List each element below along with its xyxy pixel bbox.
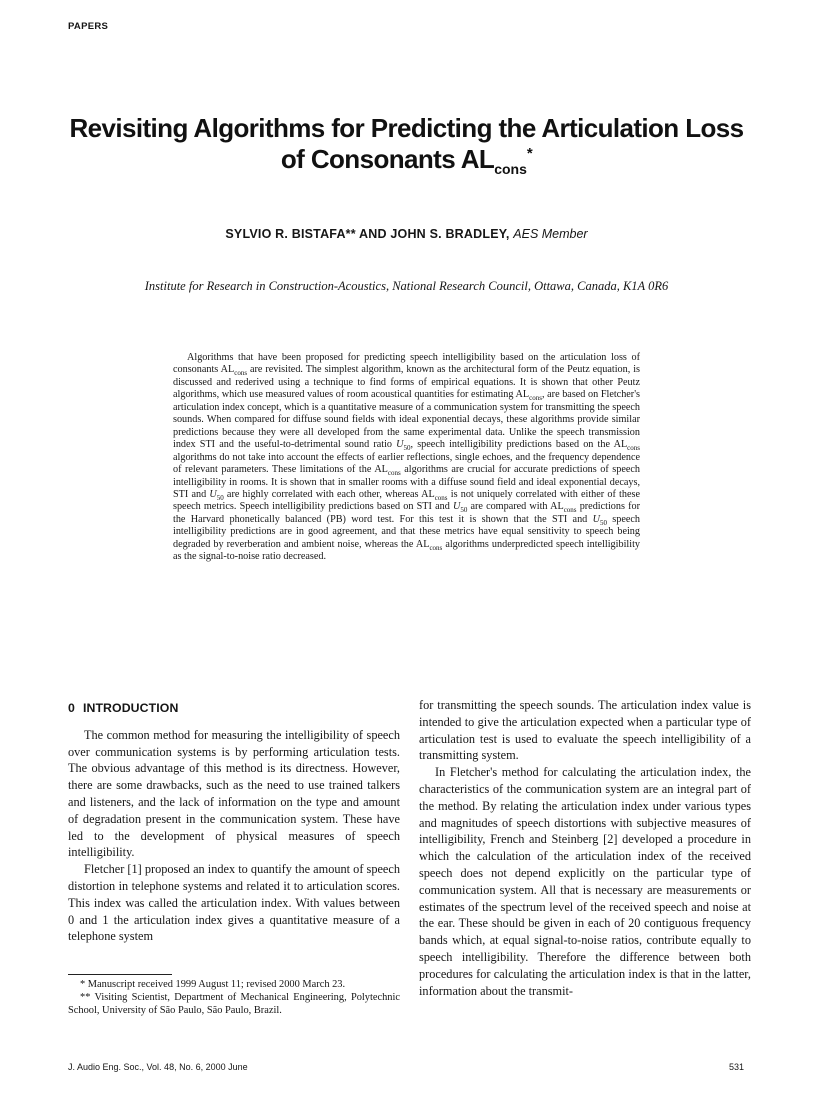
- abstract-text: are highly correlated with each other, whereas AL: [223, 488, 435, 500]
- abstract-text: is not uniquely correlated with either of these speech metrics. Speech intelligibility predictions based on STI and: [173, 488, 640, 513]
- abstract-subscript: cons: [563, 506, 577, 515]
- footnote-rule: [68, 974, 172, 975]
- abstract-text: algorithms do not take into account the effects of earlier reflections, single echoes, and the frequency dependence of relevant parameters. These limitations of the AL: [173, 451, 640, 476]
- author-line: [60, 227, 753, 241]
- abstract: [173, 352, 640, 564]
- abstract-subscript: cons: [387, 469, 401, 478]
- abstract-symbol: $U_{50}$: [452, 501, 468, 515]
- abstract-subscript: cons: [234, 369, 248, 378]
- body-paragraph: for transmitting the speech sounds. The articulation index value is intended to give the articulation expected when a particular type of articulation test is used to evaluate the speech intelligibility of a transmitting system.: [419, 698, 751, 763]
- title-subscript: cons: [494, 161, 527, 177]
- abstract-text: algorithms underpredicted speech intelligibility as the signal-to-noise ratio decreased.: [173, 538, 640, 563]
- footer-citation: J. Audio Eng. Soc., Vol. 48, No. 6, 2000 June: [68, 1062, 248, 1072]
- footnote: ** Visiting Scientist, Department of Mechanical Engineering, Polytechnic School, University of São Paulo, São Paulo, Brazil.: [68, 992, 400, 1016]
- section-number: 0: [68, 701, 75, 715]
- body-column-right: [419, 697, 751, 999]
- abstract-symbol: $U_{50}$: [396, 439, 411, 453]
- abstract-subscript: cons: [434, 494, 448, 503]
- abstract-symbol: $U_{50}$: [592, 513, 607, 527]
- abstract-subscript: cons: [627, 444, 641, 453]
- body-paragraph: Fletcher [1] proposed an index to quantify the amount of speech distortion in telephone systems and related it to articulation scores. This index was called the articulation index. With values between 0 and 1 the articulation index gives a quantitative measure of a telephone system: [68, 862, 400, 944]
- abstract-text: , speech intelligibility predictions based on the AL: [410, 439, 628, 451]
- abstract-text: are revisited. The simplest algorithm, known as the architectural form of the Peutz equation, is discussed and rederived using a technique to find forms of empirical equations. It is shown that other Peutz algorithms, which use measured values of room acoustical quantities for estimating AL: [173, 364, 640, 401]
- abstract-subscript: cons: [429, 543, 443, 552]
- paper-title-line-2: [40, 144, 773, 177]
- abstract-text: Algorithms that have been proposed for predicting speech intelligibility based on the articulation loss of consonants AL: [173, 352, 640, 376]
- body-paragraph: The common method for measuring the intelligibility of speech over communication systems is by performing articulation tests. The obvious advantage of this method is its directness. However, there are some drawbacks, such as the need to use trained talkers and listeners, and the lack of information on the type and amount of degradation present in the communication system. These have led to the development of physical measures of speech intelligibility.: [68, 727, 400, 860]
- abstract-text: , are based on Fletcher's articulation index concept, which is a quantitative measure of a communication system for transmitting the speech sounds. When compared for diffuse sound fields with ideal exponential decays, these algorithms provide similar predictions because they were all developed from the same experimental data. Unlike the speech transmission index STI and the useful-to-detrimental sound ratio: [173, 389, 641, 451]
- section-heading: [68, 700, 400, 717]
- section-tag: PAPERS: [68, 21, 109, 32]
- abstract-text: are compared with AL: [467, 501, 564, 513]
- title-text: of Consonants AL: [280, 144, 495, 174]
- paper-title-line-1: Revisiting Algorithms for Predicting the Articulation Loss: [69, 113, 744, 143]
- abstract-text: predictions for the Harvard phonetically balanced (PB) word test. For this test it is shown that the STI and: [173, 501, 640, 525]
- title-footnote-mark: *: [526, 145, 533, 162]
- author-names: SYLVIO R. BISTAFA** AND JOHN S. BRADLEY,: [225, 227, 510, 241]
- abstract-text: speech intelligibility predictions are in good agreement, and that these metrics have equal sensitivity to speech being degraded by reverberation and ambient noise, whereas the AL: [173, 513, 640, 550]
- section-title: INTRODUCTION: [82, 701, 179, 715]
- abstract-subscript: cons: [529, 394, 542, 403]
- abstract-symbol: $U_{50}$: [209, 488, 224, 503]
- body-column-left: [68, 700, 400, 945]
- affiliation: Institute for Research in Construction-Acoustics, National Research Council, Ottawa, Canada, K1A 0R6: [144, 279, 669, 293]
- footnotes: [68, 979, 400, 1018]
- page-number: 531: [728, 1062, 744, 1072]
- footnote: * Manuscript received 1999 August 11; revised 2000 March 23.: [80, 979, 346, 990]
- author-membership: AES Member: [513, 227, 588, 241]
- body-paragraph: In Fletcher's method for calculating the articulation index, the characteristics of the communication system are an integral part of the method. By relating the articulation index under various types and magnitudes of speech distortions with subjective measures of intelligibility, French and Steinberg [2] developed a procedure in which the calculation of the articulation index of the received speech does not depend explicitly on the particular type of communication system. All that is necessary are measurements or estimates of the spectrum level of the received speech and noise at the ear. These should be given in each of 20 contiguous frequency bands which, at equal signal-to-noise ratios, contribute equally to speech intelligibility. Therefore the difference between both procedures for calculating the articulation index is that in the latter, information about the transmit-: [419, 765, 751, 998]
- abstract-text: algorithms are crucial for accurate predictions of speech intelligibility in rooms. It is shown that in smaller rooms with a diffuse sound field and ideal exponential decays, STI and: [173, 464, 640, 500]
